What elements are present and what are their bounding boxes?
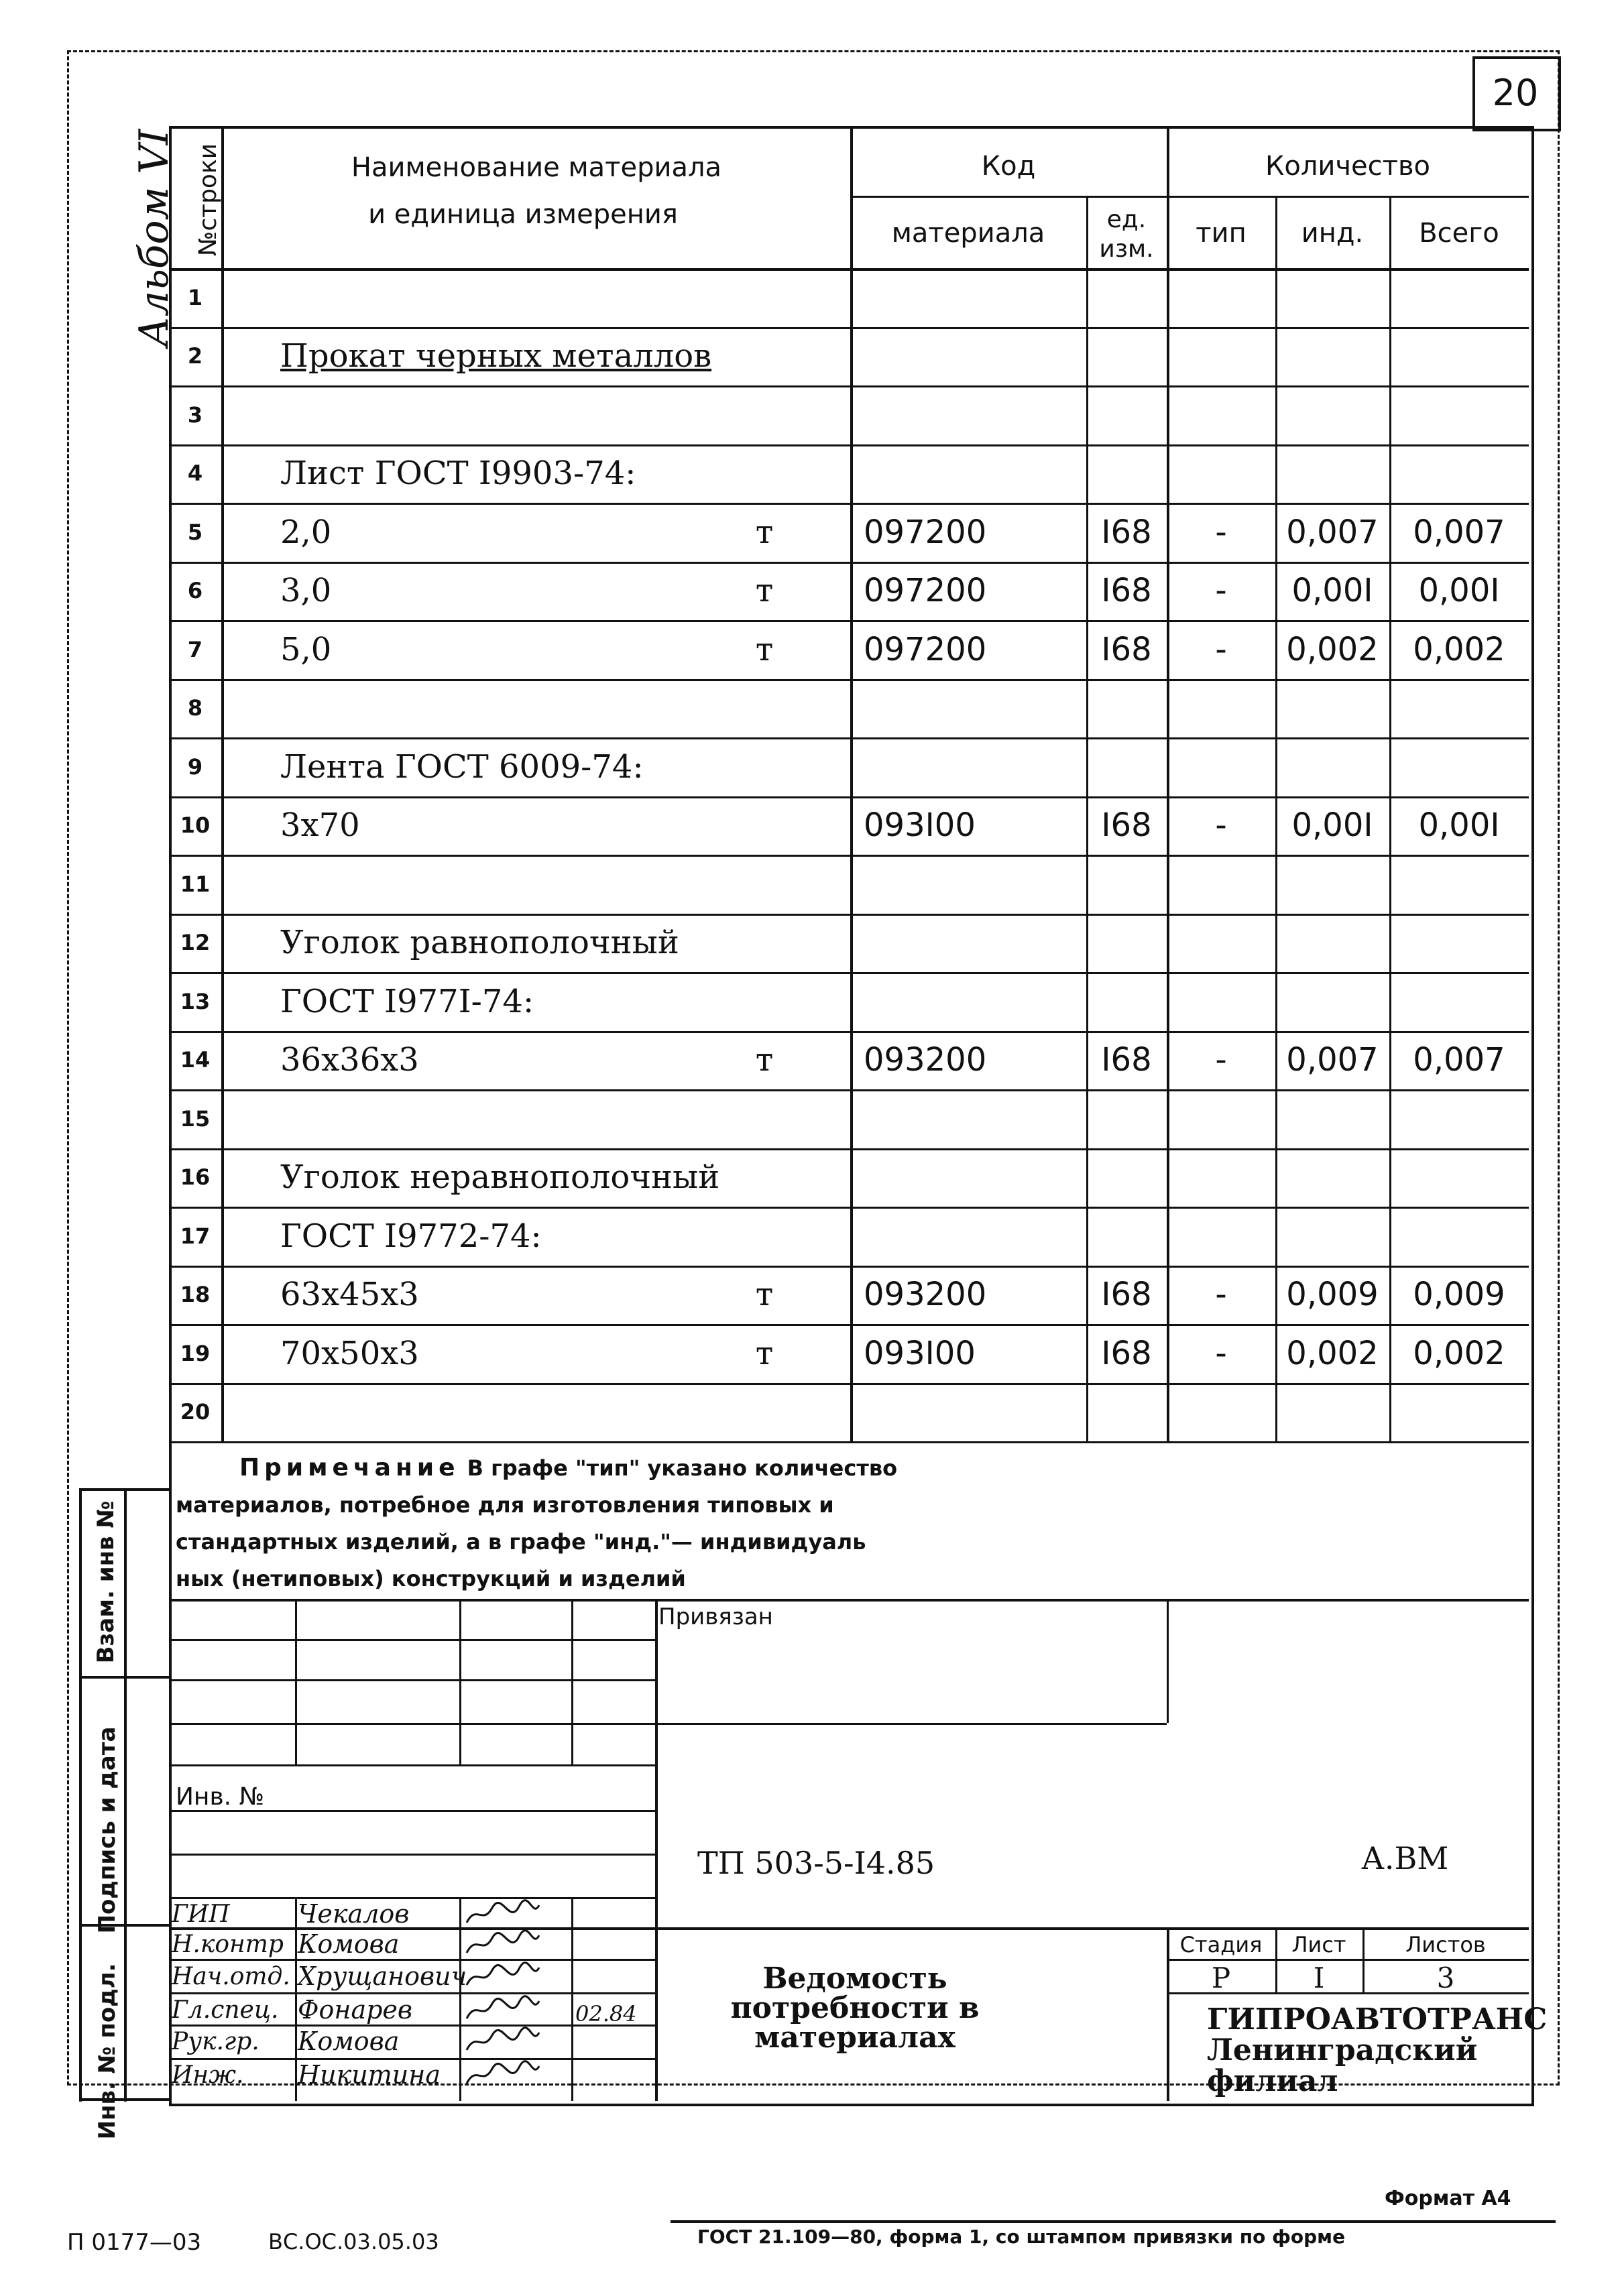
unit-code: I68 bbox=[1101, 1276, 1152, 1314]
row-number: 13 bbox=[180, 988, 211, 1014]
qty-type bbox=[1167, 856, 1275, 912]
qty-type bbox=[1167, 269, 1275, 326]
material-name: 36x36x3 bbox=[280, 1041, 419, 1079]
qty-total: 0,00I bbox=[1418, 572, 1500, 610]
qty-total: 0,00I bbox=[1418, 806, 1500, 845]
row-number: 2 bbox=[187, 343, 203, 369]
qty-total: 0,007 bbox=[1413, 513, 1505, 551]
qty-ind bbox=[1275, 387, 1389, 443]
material-name: 2,0 bbox=[280, 513, 332, 551]
unit bbox=[738, 387, 791, 443]
material-code bbox=[864, 856, 1078, 912]
stamp-date: 02.84 bbox=[575, 2001, 637, 2027]
qty-ind bbox=[1275, 680, 1389, 737]
stamp-title bbox=[697, 1961, 1012, 2055]
qty-type bbox=[1167, 973, 1275, 1030]
qty-ind bbox=[1275, 1091, 1389, 1147]
grid-hline bbox=[169, 1599, 1529, 1602]
header-name-line2: и единица измерения bbox=[368, 199, 678, 230]
qty-total bbox=[1389, 739, 1529, 795]
qty-total bbox=[1389, 1091, 1529, 1147]
grid-vline bbox=[850, 126, 853, 1441]
signer-role: Рук.гр. bbox=[172, 2027, 259, 2055]
material-code: 093I00 bbox=[864, 1334, 976, 1372]
material-name bbox=[280, 680, 750, 737]
material-code bbox=[864, 973, 1078, 1030]
unit-code bbox=[1086, 1384, 1167, 1441]
unit-code bbox=[1086, 680, 1167, 737]
grid-vline bbox=[655, 1599, 658, 2101]
qty-type bbox=[1167, 915, 1275, 971]
unit-code bbox=[1086, 973, 1167, 1030]
stamp-inv-no: Инв. № bbox=[176, 1783, 265, 1811]
qty-ind: 0,007 bbox=[1286, 513, 1379, 551]
material-name: 3,0 bbox=[280, 572, 332, 610]
grid-hline bbox=[79, 1488, 169, 1491]
stamp-sheets-label: Листов bbox=[1405, 1932, 1486, 1957]
qty-ind: 0,00I bbox=[1291, 572, 1373, 610]
qty-ind bbox=[1275, 446, 1389, 502]
unit: т bbox=[755, 1334, 774, 1372]
unit: т bbox=[755, 513, 774, 551]
material-code bbox=[864, 328, 1078, 385]
unit: т bbox=[755, 1276, 774, 1314]
note-line4: ных (нетиповых) конструкций и изделий bbox=[176, 1566, 686, 1591]
row-number: 19 bbox=[180, 1340, 211, 1366]
qty-ind bbox=[1275, 739, 1389, 795]
qty-total bbox=[1389, 915, 1529, 971]
material-name: Лист ГОСТ I9903-74: bbox=[280, 455, 636, 493]
unit bbox=[738, 798, 791, 854]
footer-left: П 0177—03 bbox=[67, 2229, 202, 2256]
stamp-sheet: I bbox=[1313, 1961, 1325, 1994]
unit-code bbox=[1086, 328, 1167, 385]
unit-code: I68 bbox=[1101, 806, 1152, 845]
qty-total: 0,002 bbox=[1413, 630, 1505, 668]
signer-role: Инж. bbox=[172, 2061, 244, 2089]
unit bbox=[738, 856, 791, 912]
footer-rule bbox=[671, 2220, 1556, 2223]
unit-code bbox=[1086, 446, 1167, 502]
grid-hline bbox=[169, 1854, 655, 1856]
signer-role: Н.контр bbox=[172, 1930, 284, 1958]
grid-hline bbox=[169, 126, 1529, 129]
signer-name: Хрущанович bbox=[298, 1961, 467, 1991]
material-code bbox=[864, 269, 1078, 326]
stamp-org-line3: филиал bbox=[1207, 2064, 1338, 2098]
grid-hline bbox=[169, 1679, 655, 1681]
stamp-stage: Р bbox=[1211, 1961, 1231, 1994]
row-number: 8 bbox=[187, 695, 203, 721]
grid-vline bbox=[295, 1897, 297, 2101]
material-code: 093200 bbox=[864, 1041, 987, 1079]
signer-role: ГИП bbox=[172, 1900, 230, 1928]
qty-ind bbox=[1275, 915, 1389, 971]
qty-ind bbox=[1275, 1208, 1389, 1264]
qty-type bbox=[1167, 1150, 1275, 1206]
signer-role: Гл.спец. bbox=[172, 1996, 279, 2024]
stamp-sheet-label: Лист bbox=[1291, 1932, 1346, 1957]
qty-type: - bbox=[1215, 1041, 1227, 1079]
material-name: 5,0 bbox=[280, 630, 332, 668]
qty-total bbox=[1389, 387, 1529, 443]
row-number: 7 bbox=[187, 636, 203, 662]
qty-type: - bbox=[1215, 806, 1227, 845]
unit-code: I68 bbox=[1101, 1041, 1152, 1079]
header-qty-total: Всего bbox=[1419, 217, 1499, 249]
qty-type bbox=[1167, 1384, 1275, 1441]
stamp-org-line2: Ленинградский bbox=[1207, 2033, 1478, 2067]
signature-scribble bbox=[463, 1898, 543, 1929]
qty-total: 0,002 bbox=[1413, 1334, 1505, 1372]
unit bbox=[738, 328, 791, 385]
side-podpis: Подпись и дата bbox=[94, 1726, 121, 1934]
unit bbox=[738, 1091, 791, 1147]
grid-hline bbox=[79, 1676, 169, 1679]
row-number: 20 bbox=[180, 1399, 211, 1425]
qty-type bbox=[1167, 328, 1275, 385]
side-inv-podl: Инв. № подл. bbox=[94, 1963, 121, 2140]
stamp-doc-code: ТП 503-5-I4.85 bbox=[697, 1845, 935, 1881]
material-code: 093I00 bbox=[864, 806, 976, 845]
row-number: 14 bbox=[180, 1047, 211, 1073]
row-number: 5 bbox=[187, 519, 203, 545]
grid-hline bbox=[169, 1723, 1167, 1725]
qty-ind bbox=[1275, 856, 1389, 912]
qty-total bbox=[1389, 328, 1529, 385]
unit bbox=[738, 680, 791, 737]
material-code bbox=[864, 915, 1078, 971]
stamp-title-line2: потребности в bbox=[730, 1991, 980, 2025]
unit-code bbox=[1086, 1091, 1167, 1147]
footer-format: Формат А4 bbox=[1385, 2187, 1511, 2210]
material-name: Уголок равнополочный bbox=[280, 924, 679, 962]
note-line3: стандартных изделий, а в графе "инд."— индивидуаль bbox=[176, 1529, 866, 1555]
qty-total bbox=[1389, 856, 1529, 912]
qty-type: - bbox=[1215, 513, 1227, 551]
signer-role: Нач.отд. bbox=[172, 1962, 290, 1990]
unit bbox=[738, 739, 791, 795]
unit bbox=[738, 1150, 791, 1206]
unit-code bbox=[1086, 1208, 1167, 1264]
qty-type: - bbox=[1215, 1276, 1227, 1314]
signature-scribble bbox=[463, 1961, 543, 1992]
grid-vline bbox=[571, 1897, 573, 2101]
qty-total bbox=[1389, 1208, 1529, 1264]
unit-code: I68 bbox=[1101, 630, 1152, 668]
material-name bbox=[280, 1384, 750, 1441]
material-name: Прокат черных металлов bbox=[280, 337, 712, 375]
qty-total bbox=[1389, 680, 1529, 737]
qty-total bbox=[1389, 1150, 1529, 1206]
signer-name: Комова bbox=[298, 2027, 400, 2056]
signature-scribble bbox=[463, 2026, 543, 2057]
unit bbox=[738, 1208, 791, 1264]
signature-scribble bbox=[463, 1929, 543, 1959]
stamp-title-line1: Ведомость bbox=[762, 1961, 947, 1996]
grid-hline bbox=[169, 1764, 655, 1766]
qty-total bbox=[1389, 973, 1529, 1030]
unit-code bbox=[1086, 1150, 1167, 1206]
material-code bbox=[864, 1091, 1078, 1147]
qty-type bbox=[1167, 1208, 1275, 1264]
header-qty-type: тип bbox=[1196, 217, 1246, 249]
unit-code bbox=[1086, 856, 1167, 912]
stamp-sheets: 3 bbox=[1436, 1961, 1455, 1994]
stamp-org-line1: ГИПРОАВТОТРАНС bbox=[1207, 2002, 1548, 2037]
row-number: 9 bbox=[187, 753, 203, 780]
header-code-unit: ед. изм. bbox=[1099, 206, 1154, 263]
qty-ind bbox=[1275, 1384, 1389, 1441]
qty-type bbox=[1167, 446, 1275, 502]
signer-name: Никитина bbox=[298, 2060, 441, 2090]
qty-type bbox=[1167, 1091, 1275, 1147]
material-name: ГОСТ I977I-74: bbox=[280, 982, 534, 1020]
grid-hline bbox=[169, 1441, 1529, 1443]
qty-type: - bbox=[1215, 572, 1227, 610]
stamp-org bbox=[1207, 2004, 1547, 2097]
side-vzam: Взам. инв № bbox=[93, 1500, 119, 1664]
signer-name: Фонарев bbox=[298, 1995, 413, 2025]
material-code bbox=[864, 1384, 1078, 1441]
grid-vline bbox=[221, 126, 224, 1441]
unit-code bbox=[1086, 915, 1167, 971]
material-name bbox=[280, 1091, 750, 1147]
signature-scribble bbox=[463, 1994, 543, 2025]
unit bbox=[738, 446, 791, 502]
row-number: 3 bbox=[187, 402, 203, 428]
row-number: 10 bbox=[180, 812, 211, 839]
unit-code: I68 bbox=[1101, 513, 1152, 551]
note-line2: материалов, потребное для изготовления типовых и bbox=[176, 1492, 834, 1518]
unit bbox=[738, 973, 791, 1030]
material-code bbox=[864, 739, 1078, 795]
header-row-no: №строки bbox=[194, 143, 222, 257]
unit: т bbox=[755, 630, 774, 668]
grid-vline bbox=[79, 1488, 82, 2102]
grid-vline bbox=[459, 1599, 461, 1764]
row-number: 17 bbox=[180, 1223, 211, 1249]
qty-ind: 0,00I bbox=[1291, 806, 1373, 845]
stamp-linked: Привязан bbox=[658, 1604, 773, 1630]
unit bbox=[738, 269, 791, 326]
note-block bbox=[176, 1449, 1181, 1597]
footer-gost: ГОСТ 21.109—80, форма 1, со штампом привязки по форме bbox=[697, 2226, 1346, 2248]
qty-total bbox=[1389, 1384, 1529, 1441]
qty-ind bbox=[1275, 328, 1389, 385]
unit-code: I68 bbox=[1101, 1334, 1152, 1372]
unit bbox=[738, 915, 791, 971]
material-name bbox=[280, 387, 750, 443]
qty-ind: 0,002 bbox=[1286, 630, 1379, 668]
row-number: 11 bbox=[180, 871, 211, 897]
unit bbox=[738, 1384, 791, 1441]
stamp-title-line3: материалах bbox=[754, 2020, 955, 2055]
qty-type: - bbox=[1215, 630, 1227, 668]
qty-total: 0,007 bbox=[1413, 1041, 1505, 1079]
stamp-doc-mark: А.ВМ bbox=[1361, 1840, 1449, 1876]
footer-code: ВС.ОС.03.05.03 bbox=[268, 2229, 439, 2254]
signer-name: Чекалов bbox=[298, 1899, 410, 1929]
qty-ind bbox=[1275, 269, 1389, 326]
qty-ind: 0,009 bbox=[1286, 1276, 1379, 1314]
material-name: Уголок неравнополочный bbox=[280, 1158, 720, 1197]
material-code bbox=[864, 680, 1078, 737]
unit: т bbox=[755, 572, 774, 610]
grid-hline bbox=[169, 1639, 655, 1641]
material-code bbox=[864, 446, 1078, 502]
material-code: 097200 bbox=[864, 630, 987, 668]
row-number: 12 bbox=[180, 930, 211, 956]
material-name: 70x50x3 bbox=[280, 1334, 419, 1372]
material-name: Лента ГОСТ 6009-74: bbox=[280, 747, 644, 786]
qty-type bbox=[1167, 387, 1275, 443]
material-code bbox=[864, 1150, 1078, 1206]
material-code: 093200 bbox=[864, 1276, 987, 1314]
qty-total: 0,009 bbox=[1413, 1276, 1505, 1314]
header-qty-ind: инд. bbox=[1301, 217, 1364, 249]
qty-total bbox=[1389, 269, 1529, 326]
unit-code bbox=[1086, 387, 1167, 443]
sheet-number: 20 bbox=[1492, 71, 1539, 114]
signature-scribble bbox=[463, 2059, 543, 2090]
material-name bbox=[280, 269, 750, 326]
row-number: 1 bbox=[187, 284, 203, 310]
material-name bbox=[280, 856, 750, 912]
header-code: Код bbox=[981, 150, 1036, 182]
grid-vline bbox=[1167, 1599, 1169, 1723]
row-number: 6 bbox=[187, 578, 203, 604]
qty-ind: 0,002 bbox=[1286, 1334, 1379, 1372]
header-quantity: Количество bbox=[1265, 150, 1430, 182]
qty-type bbox=[1167, 739, 1275, 795]
material-name: 3x70 bbox=[280, 806, 360, 845]
material-code bbox=[864, 1208, 1078, 1264]
qty-type bbox=[1167, 680, 1275, 737]
material-code: 097200 bbox=[864, 572, 987, 610]
signer-name: Комова bbox=[298, 1929, 400, 1959]
album-note: Альбом VI bbox=[131, 129, 178, 347]
unit: т bbox=[755, 1041, 774, 1079]
qty-total bbox=[1389, 446, 1529, 502]
unit-code bbox=[1086, 269, 1167, 326]
grid-vline bbox=[571, 1599, 573, 1764]
note-line1: В графе "тип" указано количество bbox=[459, 1455, 898, 1481]
qty-ind bbox=[1275, 1150, 1389, 1206]
qty-ind: 0,007 bbox=[1286, 1041, 1379, 1079]
row-number: 16 bbox=[180, 1164, 211, 1191]
row-number: 15 bbox=[180, 1105, 211, 1132]
note-lead: Примечание bbox=[239, 1454, 460, 1482]
header-code-material: материала bbox=[891, 217, 1045, 249]
stamp-stage-label: Стадия bbox=[1179, 1932, 1263, 1957]
material-code: 097200 bbox=[864, 513, 987, 551]
grid-vline bbox=[459, 1897, 461, 2101]
material-name: ГОСТ I9772-74: bbox=[280, 1217, 542, 1255]
row-number: 4 bbox=[187, 461, 203, 487]
unit-code: I68 bbox=[1101, 572, 1152, 610]
unit-code bbox=[1086, 739, 1167, 795]
material-name: 63x45x3 bbox=[280, 1276, 419, 1314]
qty-type: - bbox=[1215, 1334, 1227, 1372]
grid-vline bbox=[295, 1599, 297, 1764]
row-number: 18 bbox=[180, 1282, 211, 1308]
header-name-line1: Наименование материала bbox=[351, 152, 722, 183]
material-code bbox=[864, 387, 1078, 443]
qty-ind bbox=[1275, 973, 1389, 1030]
